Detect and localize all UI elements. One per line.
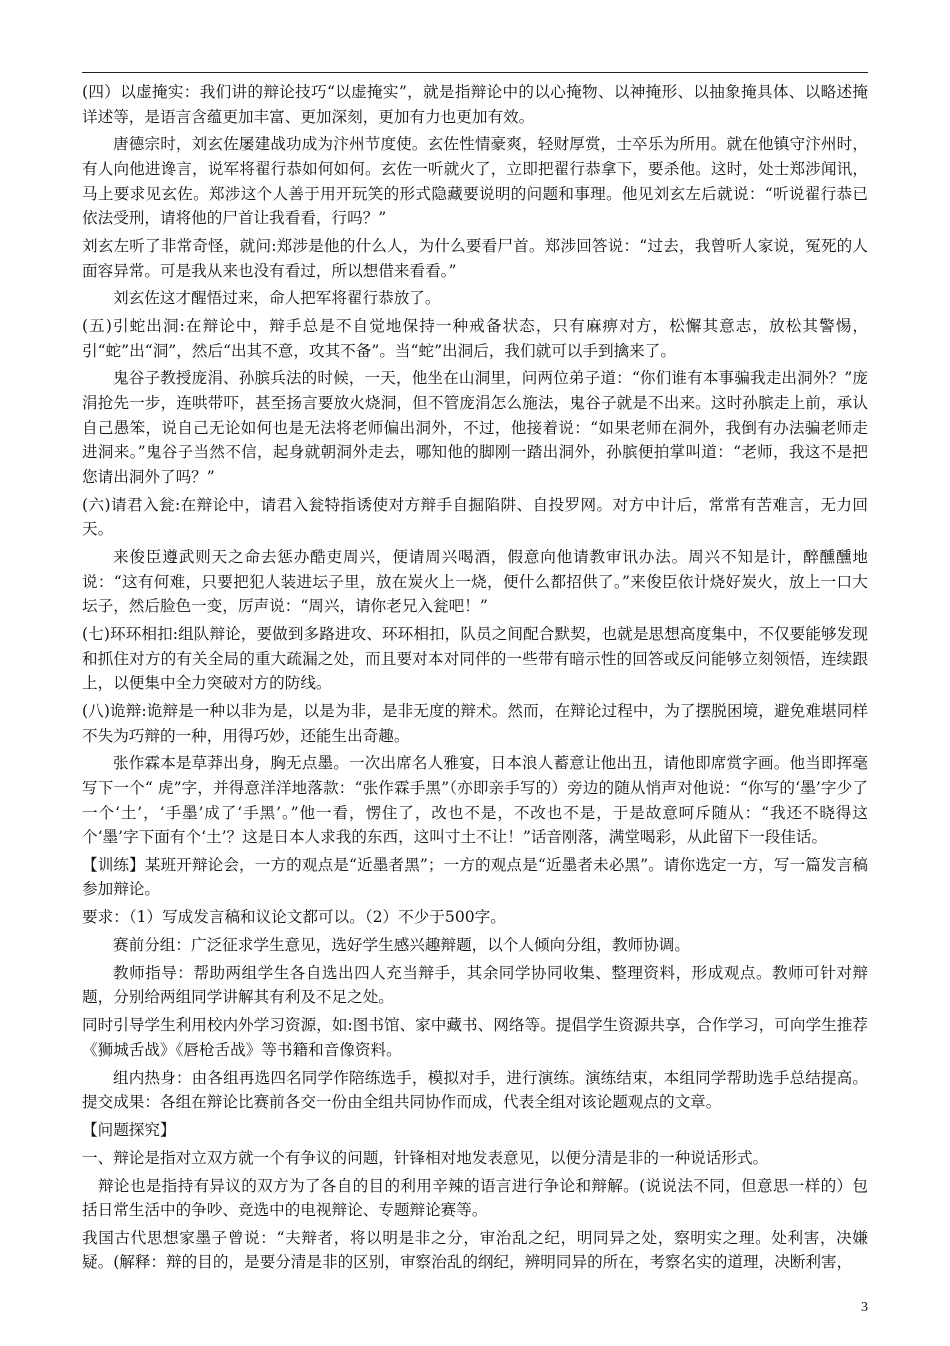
- paragraph-technique-7: (七)环环相扣:组队辩论，要做到多路进攻、环环相扣，队员之间配合默契，也就是思想高度集中，不仅要能够发现和抓住对方的有关全局的重大疏漏之处，而且要对本对同伴的一些带有暗示性的回答或反问能够立刻领悟，连续跟上，以便集中全力突破对方的防线。: [82, 624, 869, 693]
- paragraph-resources: 同时引导学生利用校内外学习资源，如:图书馆、家中藏书、网络等。提倡学生资源共享，合作学习，可向学生推荐《狮城舌战》《唇枪舌战》等书籍和音像资料。: [82, 1016, 868, 1059]
- paragraph-training: 【训练】某班开辩论会，一方的观点是“近墨者黑”；一方的观点是“近墨者未必黑”。请你选定一方，写一篇发言稿参加辩论。: [82, 855, 868, 899]
- paragraph-warmup: 组内热身：由各组再选四名同学作陪练选手，模拟对手，进行演练。演练结束，本组同学帮助选手总结提高。提交成果：各组在辩论比赛前各交一份由全组共同协作而成，代表全组对该论题观点的文章。: [82, 1068, 868, 1112]
- paragraph-story-liu-xuanzuo-3: 刘玄佐这才醒悟过来，命人把军将翟行恭放了。: [113, 289, 441, 308]
- paragraph-definition-1: 一、辩论是指对立双方就一个有争议的问题，针锋相对地发表意见，以便分清是非的一种说话形式。: [82, 1148, 769, 1167]
- paragraph-grouping: 赛前分组：广泛征求学生意见，选好学生感兴趣辩题，以个人倾向分组，教师协调。: [113, 936, 690, 955]
- paragraph-technique-8: (八)诡辩:诡辩是一种以非为是，以是为非，是非无度的辩术。然而，在辩论过程中，为了摆脱困境，避免难堪同样不失为巧辩的一种，用得巧妙，还能生出奇趣。: [82, 701, 868, 745]
- paragraph-technique-6: (六)请君入瓮:在辩论中，请君入瓮特指诱使对方辩手自掘陷阱、自投罗网。对方中计后，常常有苦难言，无力回天。: [82, 495, 868, 539]
- paragraph-mozi: 我国古代思想家墨子曾说：“夫辩者，将以明是非之分，审治乱之纪，明同异之处，察明实之理。处利害，决嫌疑。(解释：辩的目的，是要分清是非的区别，审察治乱的纲纪，辨明同异的所在，考察名实的道理，决断利害，: [82, 1228, 868, 1272]
- paragraph-story-liu-xuanzuo: 唐德宗时，刘玄佐屡建战功成为汴州节度使。玄佐性情豪爽，轻财厚赏，士卒乐为所用。就在他镇守汴州时，有人向他进谗言，说军将翟行恭如何如何。玄佐一听就火了，立即把翟行恭拿下，要杀他。这时，处士郑涉闻讯，马上要求见玄佐。郑涉这个人善于用开玩笑的形式隐藏要说明的问题和事理。他见刘玄左后就说：“听说翟行恭已依法受刑，请将他的尸首让我看看，行吗？”: [82, 135, 868, 228]
- paragraph-technique-4: (四）以虚掩实：我们讲的辩论技巧“以虚掩实”，就是指辩论中的以心掩物、以神掩形、以抽象掩具体、以略述掩详述等，是语言含蕴更加丰富、更加深刻，更加有力也更加有效。: [82, 83, 868, 126]
- paragraph-technique-5: (五)引蛇出洞:在辩论中，辩手总是不自觉地保持一种戒备状态，只有麻痹对方，松懈其意志，放松其警惕，引“蛇”出“洞”，然后“出其不意，攻其不备”。当“蛇”出洞后，我们就可以手到擒来了。: [82, 317, 868, 360]
- paragraph-story-zhou-xing: 来俊臣遵武则天之命去惩办酷吏周兴，便请周兴喝酒，假意向他请教审讯办法。周兴不知是计，醉醺醺地说：“这有何难，只要把犯人装进坛子里，放在炭火上一烧，便什么都招供了。”来俊臣依计烧好炭火，放上一口大坛子，然后脸色一变，厉声说：“周兴，请你老兄入瓮吧！”: [82, 548, 868, 616]
- header-rule: [82, 72, 868, 73]
- section-heading-inquiry: 【问题探究】: [82, 1120, 176, 1139]
- paragraph-story-guiguzi: 鬼谷子教授庞涓、孙膑兵法的时候，一天，他坐在山洞里，问两位弟子道：“你们谁有本事骗我走出洞外？”庞涓抢先一步，连哄带吓，甚至扬言要放火烧洞，但不管庞涓怎么施法，鬼谷子就是不出来。这时孙膑走上前，承认自己愚笨，说自己无论如何也是无法将老师偏出洞外，不过，他接着说：“如果老师在洞外，我倒有办法骗老师走进洞来。”鬼谷子当然不信，起身就朝洞外走去，哪知他的脚刚一踏出洞外，孙膑便拍掌叫道：“老师，我这不是把您请出洞外了吗？”: [82, 369, 868, 486]
- paragraph-definition-2: 辩论也是指持有异议的双方为了各自的目的利用辛辣的语言进行争论和辩解。(说说法不同，但意思一样的）包括日常生活中的争吵、竞选中的电视辩论、专题辩论赛等。: [82, 1176, 868, 1220]
- paragraph-story-zhang-zuolin: 张作霖本是草莽出身，胸无点墨。一次出席名人雅宴，日本浪人蓄意让他出丑，请他即席赏字画。他当即挥毫写下一个“ 虎”字，并得意洋洋地落款：“张作霖手黑”（亦即亲手写的）旁边的随从悄声对他说：“你写的‘墨’字少了一个‘土’，‘手墨’成了‘手黑’。”他一看，愣住了，改也不是，不改也不是，于是故意呵斥随从：“我还不晓得这个‘墨’字下面有个‘土’？这是日本人求我的东西，这叫寸土不让！”话音刚落，满堂喝彩，从此留下一段佳话。: [82, 754, 868, 847]
- page-body: [82, 80, 868, 1278]
- paragraph-story-liu-xuanzuo-2: 刘玄左听了非常奇怪，就问:郑涉是他的什么人，为什么要看尸首。郑涉回答说：“过去，我曾听人家说，冤死的人面容异常。可是我从来也没有看过，所以想借来看看。”: [82, 236, 868, 280]
- page-number: 3: [861, 1300, 868, 1315]
- paragraph-teacher-guidance: 教师指导：帮助两组学生各自选出四人充当辩手，其余同学协同收集、整理资料，形成观点。教师可针对辩题，分别给两组同学讲解其有利及不足之处。: [82, 963, 868, 1007]
- paragraph-requirements: 要求：（1）写成发言稿和议论文都可以。（2）不少于500字。: [82, 908, 506, 927]
